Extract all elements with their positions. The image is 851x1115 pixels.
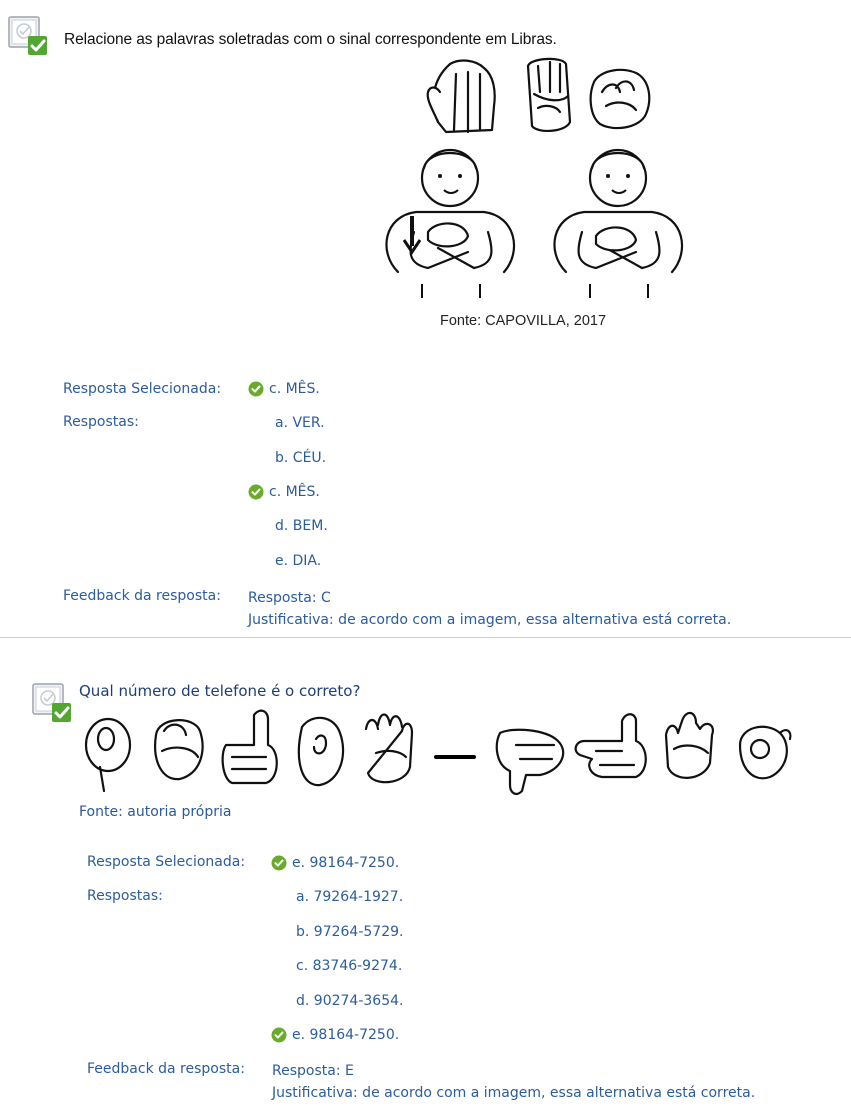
hand-sign-icon — [666, 713, 713, 778]
question-title: Qual número de telefone é o correto? — [79, 682, 361, 700]
feedback-answer: Resposta: E — [272, 1063, 354, 1079]
answer-option — [275, 553, 321, 569]
number-signs-figure — [76, 705, 800, 797]
selected-answer-text: e. 98164-7250. — [292, 855, 400, 871]
hand-sign-icon — [299, 718, 343, 785]
feedback-justification: Justificativa: de acordo com a imagem, essa alternativa está correta. — [248, 612, 732, 628]
answer-option-text: b. 97264-5729. — [296, 924, 404, 940]
person-signing-figure — [386, 150, 514, 298]
selected-answer — [248, 381, 320, 397]
answer-option-text: d. 90274-3654. — [296, 993, 404, 1009]
selected-answer-label: Resposta Selecionada: — [63, 381, 222, 397]
feedback-answer: Resposta: C — [248, 590, 331, 606]
answer-option — [296, 958, 402, 974]
check-icon — [271, 855, 287, 871]
figure-source: Fonte: autoria própria — [79, 804, 232, 820]
answer-option-correct — [271, 1027, 399, 1043]
answer-option — [296, 924, 403, 940]
answer-option-text: c. MÊS. — [269, 484, 320, 500]
figure-source: Fonte: CAPOVILLA, 2017 — [440, 313, 607, 329]
libras-sign-figure — [368, 52, 713, 310]
answer-option-text: d. BEM. — [275, 518, 328, 534]
hand-sign-icon — [428, 61, 495, 132]
feedback-label: Feedback da resposta: — [87, 1061, 245, 1077]
hand-sign-icon — [740, 727, 790, 779]
selected-answer — [271, 855, 399, 871]
check-icon — [271, 1027, 287, 1043]
correct-status-icon — [6, 14, 50, 58]
person-signing-figure — [554, 150, 682, 298]
check-icon — [248, 381, 264, 397]
selected-answer-label: Resposta Selecionada: — [87, 854, 246, 870]
hand-sign-icon — [366, 715, 412, 783]
feedback-justification: Justificativa: de acordo com a imagem, essa alternativa está correta. — [272, 1085, 756, 1101]
answer-option-text: a. VER. — [275, 415, 325, 431]
answer-option — [296, 889, 403, 905]
hand-sign-icon — [576, 714, 646, 777]
hand-sign-icon — [591, 70, 650, 128]
answer-option-text: c. 83746-9274. — [296, 958, 403, 974]
hand-sign-icon — [223, 711, 277, 783]
hand-sign-icon — [497, 730, 563, 794]
answers-label: Respostas: — [63, 414, 139, 430]
answer-option-text: e. 98164-7250. — [292, 1027, 400, 1043]
question-divider — [0, 637, 851, 638]
check-icon — [248, 484, 264, 500]
hand-sign-icon — [155, 720, 202, 779]
question-title: Relacione as palavras soletradas com o sinal correspondente em Libras. — [64, 31, 557, 48]
answers-label: Respostas: — [87, 888, 163, 904]
answer-option — [275, 518, 328, 534]
answer-option — [296, 993, 403, 1009]
answer-option-text: e. DIA. — [275, 553, 322, 569]
hand-sign-icon — [528, 59, 570, 131]
answer-option-correct — [248, 484, 320, 500]
answer-option-text: b. CÉU. — [275, 450, 327, 466]
answer-option-text: a. 79264-1927. — [296, 889, 404, 905]
hand-sign-icon — [86, 719, 130, 791]
answer-option — [275, 450, 326, 466]
selected-answer-text: c. MÊS. — [269, 381, 320, 397]
feedback-label: Feedback da resposta: — [63, 588, 221, 604]
answer-option — [275, 415, 325, 431]
correct-status-icon — [30, 681, 74, 725]
